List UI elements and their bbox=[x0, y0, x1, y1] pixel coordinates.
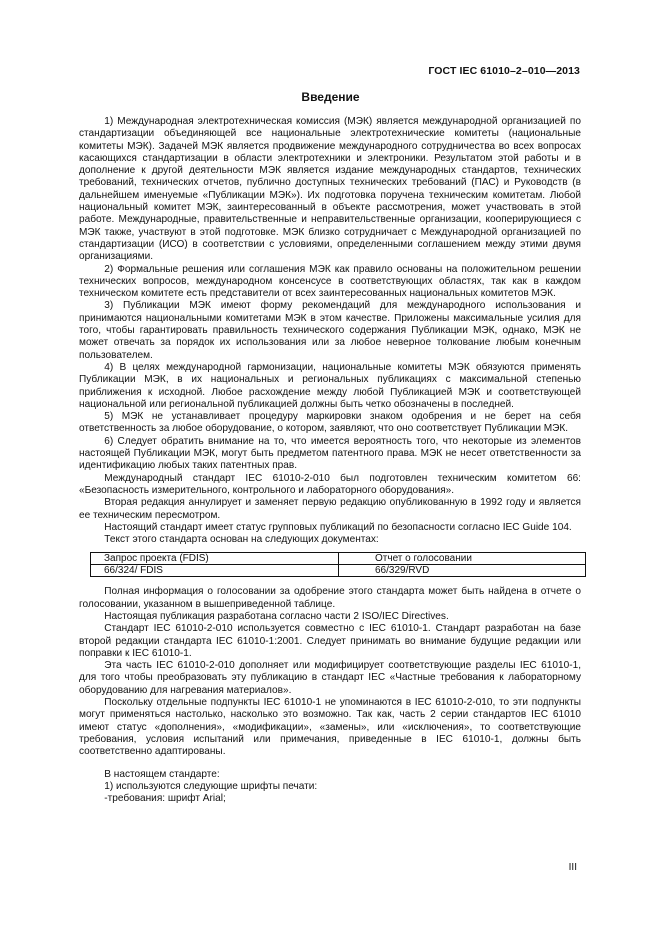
paragraph: 4) В целях международной гармонизации, национальные комитеты МЭК обязуются применять Публикации МЭК, в их национальных и региональных публикациях с максимальной степенью приближения к исходной. Любое расхождение между любой Публикацией МЭК и соответствующей национальной или региональной публикацией должны быть четко обозначены в последней. bbox=[79, 361, 581, 410]
paragraph: Настоящий стандарт имеет статус групповых публикаций по безопасности согласно IEC Guide 104. bbox=[104, 521, 572, 533]
paragraph: Текст этого стандарта основан на следующих документах: bbox=[104, 534, 379, 546]
paragraph: Стандарт IEC 61010-2-010 используется совместно с IEC 61010-1. Стандарт разработан на базе второй редакции стандарта IEC 61010-1:2001. Следует принимать во внимание будущие редакции или поправки к IEC 61010-1. bbox=[79, 623, 581, 659]
spacer bbox=[79, 759, 581, 769]
paragraph: -требования: шрифт Arial; bbox=[104, 793, 226, 805]
table-header-cell: Запрос проекта (FDIS) bbox=[91, 553, 339, 565]
paragraph: 6) Следует обратить внимание на то, что имеется вероятность того, что некоторые из элементов настоящей Публикации МЭК, могут быть предметом патентного права. МЭК не несет ответственности за идентификацию любых таких патентных прав. bbox=[79, 435, 581, 472]
paragraph: 5) МЭК не устанавливает процедуру маркировки знаком одобрения и не берет на себя ответственность за любое оборудование, о котором, заявляют, что оно соответствует Публикации МЭК. bbox=[79, 411, 581, 435]
paragraph: Вторая редакция аннулирует и заменяет первую редакцию опубликованную в 1992 году и является ее техническим пересмотром. bbox=[79, 497, 581, 521]
paragraph: В настоящем стандарте: bbox=[104, 768, 220, 780]
paragraph: 3) Публикации МЭК имеют форму рекомендаций для международного использования и принимаются национальными комитетами МЭК в этом качестве. Приложены максимальные усилия для того, чтобы гарантировать правильность технического содержания Публикации МЭК, однако, МЭК не может отвечать за порядок их использования или за любое неверное толкование любым конечным пользователем. bbox=[79, 300, 581, 361]
paragraph: 1) Международная электротехническая комиссия (МЭК) является международной организацией по стандартизации объединяющей все национальные электротехнические комитеты (национальные комитеты МЭК). Задачей МЭК является продвижение международного сотрудничества во всех вопросах касающихся стандартизации в области электротехники и электроники. Результатом этой работы и в дополнение к другой деятельности МЭК является издание международных стандартов, технических требований, технических отчетов, публично доступных технических требований (ПАС) и Руководств (в дальнейшем именуемые «Публикации МЭК»). Их подготовка поручена техническим комитетам. Любой национальный комитет МЭК, заинтересованный в объекте рассмотрения, может участвовать в этой работе. Международные, правительственные и неправительственные организации, кооперирующиеся с МЭК также, участвуют в этой подготовке. МЭК близко сотрудничает с Международной организацией по стандартизации (ИСО) в соответствии с условиями, определенными соглашением между этими двумя организациями. bbox=[79, 116, 581, 263]
voting-documents-table bbox=[90, 552, 586, 577]
paragraph: 1) используются следующие шрифты печати: bbox=[104, 780, 318, 792]
page-number: III bbox=[568, 862, 577, 873]
paragraph: Международный стандарт IEC 61010-2-010 был подготовлен техническим комитетом 66: «Безопасность измерительного, контрольного и лабораторного оборудования». bbox=[79, 472, 581, 496]
table-header-row bbox=[91, 553, 586, 565]
table-cell: 66/324/ FDIS bbox=[91, 565, 339, 577]
standard-header: ГОСТ IEC 61010–2–010—2013 bbox=[428, 65, 580, 77]
page-title: Введение bbox=[301, 90, 360, 104]
table-header-cell: Отчет о голосовании bbox=[339, 553, 586, 565]
table-cell: 66/329/RVD bbox=[339, 565, 586, 577]
paragraph: Полная информация о голосовании за одобрение этого стандарта может быть найдена в отчете о голосовании, указанном в вышеприведенной таблице. bbox=[79, 586, 581, 610]
paragraph: Поскольку отдельные подпункты IEC 61010-1 не упоминаются в IEC 61010-2-010, то эти подпункты могут применяться настолько, насколько это возможно. Так как, часть 2 серии стандартов IEC 61010 имеют статус «дополнения», «модификации», «замены», или «исключения», то соответствующие требования, условия испытаний или примечания, приведенные в IEC 61010-1, должны быть соответственно адаптированы. bbox=[79, 697, 581, 758]
table-row bbox=[91, 565, 586, 577]
document-body bbox=[79, 116, 581, 805]
paragraph: Настоящая публикация разработана согласно части 2 ISO/IEC Directives. bbox=[104, 610, 449, 622]
paragraph: 2) Формальные решения или соглашения МЭК как правило основаны на положительном решении технических вопросов, международном консенсусе в соответствующих областях, так как в каждом техническом комитете есть представители от всех заинтересованных национальных комитетов МЭК. bbox=[79, 263, 581, 300]
paragraph: Эта часть IEC 61010-2-010 дополняет или модифицирует соответствующие разделы IEC 61010-1, для того чтобы преобразовать эту публикацию в стандарт IEC «Частные требования к лабораторному оборудованию для нагревания материалов». bbox=[79, 660, 581, 696]
